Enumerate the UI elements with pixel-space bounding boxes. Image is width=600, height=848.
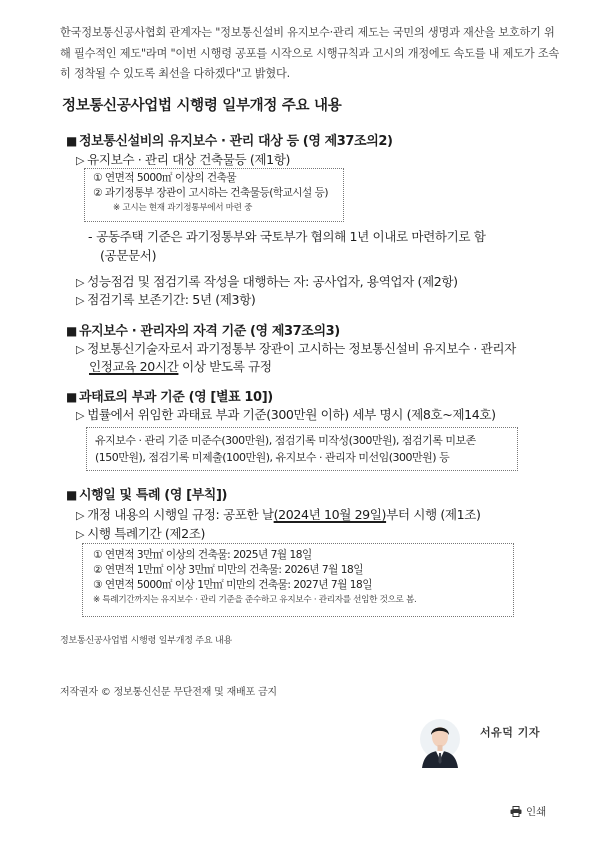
section-3-heading: ■ 과태료의 부과 기준 (영 [별표 10]) <box>66 390 273 405</box>
section-1-heading: ■ 정보통신설비의 유지보수 · 관리 대상 등 (영 제37조의2) <box>66 134 393 149</box>
triangle-right-icon: ▷ <box>76 154 85 167</box>
section-4-schedule-box <box>82 543 514 617</box>
triangle-right-icon: ▷ <box>76 343 85 356</box>
section-3-fine-box <box>86 427 518 471</box>
section-4-heading: ■ 시행일 및 특례 (영 [부칙]) <box>66 488 228 503</box>
section-4-sub-1: ▷ 개정 내용의 시행일 규정: 공포한 날(2024년 10월 29일)부터 시행 (제1조) <box>76 507 481 522</box>
section-4-sub-2: ▷ 시행 특례기간 (제2조) <box>76 526 206 541</box>
square-bullet-icon: ■ <box>66 390 77 404</box>
reporter-avatar <box>418 716 462 768</box>
square-bullet-icon: ■ <box>66 488 77 502</box>
section-2-sub-1: ▷ 정보통신기술자로서 과기정통부 장관이 고시하는 정보통신설비 유지보수 · 관리자 <box>76 341 516 356</box>
box-line: (150만원), 점검기록 미제출(100만원), 유지보수 · 관리자 미선임(300만원) 등 <box>95 451 450 464</box>
box-note: ※ 특례기간까지는 유지보수 · 관리 기준을 준수하고 유지보수 · 관리자를 선임한 것으로 봄. <box>93 595 417 605</box>
print-button[interactable] <box>510 804 546 819</box>
reporter-name: 서유덕 기자 <box>480 726 540 739</box>
figure-caption: 정보통신공사업법 시행령 일부개정 주요 내용 <box>60 636 233 646</box>
box-line: ② 과기정통부 장관이 고시하는 건축물등(학교시설 등) <box>93 187 329 199</box>
section-1-dash-line: - 공동주택 기준은 과기정통부와 국토부가 협의해 1년 이내로 마련하기로 함 <box>88 229 486 244</box>
highlighted-text: 인정교육 20시간 <box>89 359 179 374</box>
article-intro-paragraph: 한국정보통신공사협회 관계자는 "정보통신설비 유지보수·관리 제도는 국민의 생명과 재산을 보호하기 위해 필수적인 제도"라며 "이번 시행령 공포를 시작으로 시행규칙과 고시의 개정에도 속도를 내 제도가 조속히 정착될 수 있도록 최선을 다하겠다"고 밝혔다. <box>60 26 560 81</box>
triangle-right-icon: ▷ <box>76 509 85 522</box>
section-1-sub-1: ▷ 유지보수 · 관리 대상 건축물등 (제1항) <box>76 152 291 167</box>
copyright-notice: 저작권자 © 정보통신신문 무단전재 및 재배포 금지 <box>60 687 277 698</box>
box-note: ※ 고시는 현재 과기정통부에서 마련 중 <box>113 203 253 213</box>
section-3-sub-1: ▷ 법률에서 위임한 과태료 부과 기준(300만원 이하) 세부 명시 (제8호~제14호) <box>76 407 496 422</box>
box-line: 유지보수 · 관리 기준 미준수(300만원), 점검기록 미작성(300만원), 점검기록 미보존 <box>95 434 476 447</box>
section-1-target-box <box>84 168 344 222</box>
triangle-right-icon: ▷ <box>76 409 85 422</box>
print-button-label: 인쇄 <box>526 806 547 818</box>
triangle-right-icon: ▷ <box>76 294 85 307</box>
box-line: ① 연면적 5000㎡ 이상의 건축물 <box>93 172 237 184</box>
section-1-sub-2: ▷ 성능점검 및 점검기록 작성을 대행하는 자: 공사업자, 용역업자 (제2항) <box>76 274 458 289</box>
square-bullet-icon: ■ <box>66 134 77 148</box>
printer-icon <box>510 806 522 817</box>
highlighted-text: (2024년 10월 29일) <box>273 507 387 522</box>
section-1-dash-line-2: (공문문서) <box>100 248 157 263</box>
triangle-right-icon: ▷ <box>76 276 85 289</box>
box-line: ② 연면적 1만㎡ 이상 3만㎡ 미만의 건축물: 2026년 7월 18일 <box>93 564 363 576</box>
doc-title: 정보통신공사업법 시행령 일부개정 주요 내용 <box>62 98 342 114</box>
section-1-sub-3: ▷ 점검기록 보존기간: 5년 (제3항) <box>76 292 256 307</box>
reporter-card <box>418 714 568 774</box>
triangle-right-icon: ▷ <box>76 528 85 541</box>
box-line: ① 연면적 3만㎡ 이상의 건축물: 2025년 7월 18일 <box>93 549 312 561</box>
section-2-heading: ■ 유지보수 · 관리자의 자격 기준 (영 제37조의3) <box>66 324 340 339</box>
section-2-sub-1-cont: 인정교육 20시간 이상 받도록 규정 <box>89 359 272 374</box>
dash-bullet: - <box>88 229 93 244</box>
square-bullet-icon: ■ <box>66 324 77 338</box>
box-line: ③ 연면적 5000㎡ 이상 1만㎡ 미만의 건축물: 2027년 7월 18일 <box>93 579 372 591</box>
